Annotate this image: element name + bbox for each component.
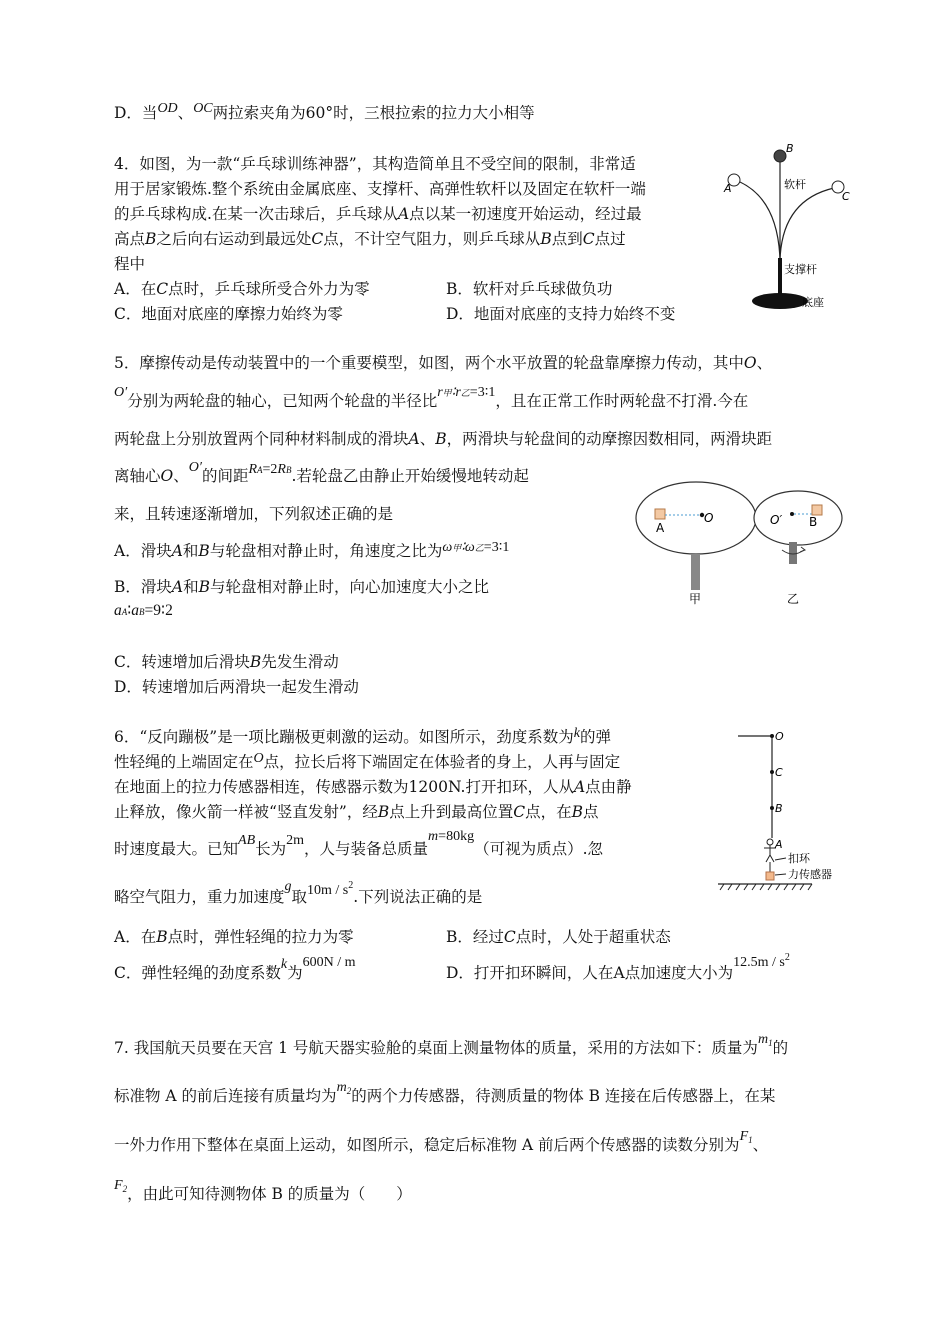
w: ω [442, 540, 453, 555]
text: 分别为两轮盘的轴心，已知两个轮盘的半径比 [127, 392, 438, 410]
buckle-pointer [775, 858, 786, 860]
text: 点 [583, 803, 599, 821]
text: 和 [182, 542, 199, 560]
q6-option-c [114, 955, 356, 986]
var-o: O [253, 751, 264, 766]
text: 点以某一初速度开始运动，经过最 [409, 205, 642, 223]
q4-line-1: 4．如图，为一款“乒乓球训练神器”，其构造简单且不受空间的限制，非常适 [114, 155, 636, 173]
soft-rod-right [780, 188, 834, 260]
text: ，且在正常工作时两轮盘不打滑.今在 [495, 392, 749, 410]
disk-jia [636, 482, 756, 554]
text: 的弹 [579, 728, 611, 746]
math-od: OD [157, 101, 178, 116]
text: 点到 [551, 230, 583, 248]
text: 离轴心 [114, 467, 161, 485]
var-b: B [571, 803, 584, 821]
text: 点上升到最高位置 [389, 803, 514, 821]
a: a [131, 602, 140, 619]
var-m: m [757, 1032, 769, 1047]
text: D．打开扣环瞬间，人在 [446, 964, 614, 982]
value-g: 10m / s [307, 883, 349, 898]
text: 略空气阻力，重力加速度 [114, 888, 285, 906]
omega-ratio [442, 540, 509, 555]
var-o: O [743, 354, 757, 372]
text: D．当 [114, 104, 158, 122]
sup: 2 [348, 880, 354, 891]
sub: 1 [748, 1135, 753, 1145]
axis-o-prime [790, 512, 794, 516]
text: 、 [173, 467, 189, 485]
text: 、 [177, 104, 194, 122]
text: 点加速度大小为 [624, 964, 734, 982]
point-c [770, 770, 774, 774]
label-a: A [656, 521, 665, 535]
var-a: A [397, 205, 410, 223]
text: 5．摩擦传动是传动装置中的一个重要模型，如图，两个水平放置的轮盘靠摩擦力传动，其中 [114, 354, 744, 372]
var-b: B [249, 653, 262, 671]
sub: 甲 [452, 543, 462, 553]
label-sensor: 力传感器 [788, 868, 832, 881]
eq: =2 [262, 462, 278, 477]
colon: ∶ [451, 385, 456, 400]
label-o: O [704, 511, 714, 525]
var-c: C [513, 803, 526, 821]
q4-line-4 [114, 228, 626, 250]
disk-yi [754, 491, 842, 545]
text: 、 [752, 1136, 769, 1154]
var-b: B [145, 230, 157, 248]
shaft-jia [691, 554, 700, 590]
var-f: F [739, 1129, 749, 1144]
q5-line-2 [114, 385, 749, 414]
colon: ∶ [461, 540, 465, 555]
q5-line-4 [114, 460, 529, 489]
text: 先发生滑动 [261, 653, 339, 671]
label-a: A [775, 838, 783, 851]
sub: B [139, 607, 145, 617]
text: 点过 [594, 230, 626, 248]
q4-option-c: C．地面对底座的摩擦力始终为零 [114, 305, 343, 323]
q6-line-1 [114, 726, 611, 750]
q6-option-a [114, 926, 354, 948]
var-g: g [284, 879, 292, 894]
r: R [248, 462, 258, 477]
text: 的 [772, 1039, 789, 1057]
text: 与轮盘相对静止时，角速度之比为 [209, 542, 443, 560]
text: B．经过 [446, 928, 504, 946]
var-b: B [198, 542, 210, 560]
text: C．弹性轻绳的劲度系数 [114, 964, 281, 982]
value-accel: 12.5m / s [733, 955, 785, 970]
var-a: A [171, 578, 184, 596]
q6-line-6 [114, 879, 483, 911]
q5-option-c [114, 651, 339, 673]
q5-option-d: D．转速增加后两滑块一起发生滑动 [114, 678, 359, 696]
var-c: C [503, 928, 516, 946]
text: A．滑块 [114, 542, 172, 560]
text: 止释放，像火箭一样被“竖直发射”，经 [114, 803, 378, 821]
sub: A [257, 465, 263, 475]
var-o: O [160, 467, 174, 485]
shaft-yi [789, 542, 797, 564]
text: （可视为质点）.忽 [474, 840, 604, 858]
text: .下列说法正确的是 [353, 888, 483, 906]
text: 、 [756, 354, 773, 372]
sensor-pointer [775, 874, 786, 875]
text: ，由此可知待测物体 B 的质量为（ ） [127, 1185, 412, 1203]
sub: 乙 [460, 388, 470, 398]
eq: =3∶1 [469, 385, 496, 400]
label-buckle: 扣环 [788, 852, 810, 865]
label-jia: 甲 [689, 592, 702, 606]
a: a [114, 602, 122, 619]
text: 、 [419, 430, 436, 448]
label-base: 底座 [802, 296, 824, 309]
point-o [770, 734, 774, 738]
text: 点，不计空气阻力，则乒乓球从 [323, 230, 541, 248]
text: C．转速增加后滑块 [114, 653, 250, 671]
person-head [767, 839, 773, 845]
text: 的间距 [201, 467, 249, 485]
block-a [655, 509, 665, 519]
text: 点时，乒乓球所受合外力为零 [168, 280, 370, 298]
sub: 2 [346, 1086, 352, 1096]
text: 标准物 A 的前后连接有质量均为 [114, 1087, 337, 1105]
text: 取 [291, 888, 308, 906]
value-mass: =80kg [438, 829, 475, 844]
r: r [455, 385, 461, 400]
var-m: m [428, 829, 439, 844]
text: 与轮盘相对静止时，向心加速度大小之比 [210, 578, 490, 596]
text: 之后向右运动到最远处 [156, 230, 312, 248]
text: ，两滑块与轮盘间的动摩擦因数相同，两滑块距 [446, 430, 773, 448]
var-a: A [573, 778, 586, 796]
q4-option-d: D．地面对底座的支持力始终不变 [446, 305, 676, 323]
sub: 乙 [474, 543, 484, 553]
text: 的乒乓球构成.在某一次击球后，乒乓球从 [114, 205, 398, 223]
r: r [437, 385, 443, 400]
text: 点由静 [585, 778, 632, 796]
arrow-head-icon [800, 547, 805, 552]
text: 性轻绳的上端固定在 [114, 753, 254, 771]
text: 在地面上的拉力传感器相连，传感器示数为1200N.打开扣环，人从 [114, 778, 574, 796]
sub: 甲 [442, 388, 452, 398]
text: B．滑块 [114, 578, 172, 596]
ball-b [774, 150, 786, 162]
sub: 1 [768, 1038, 773, 1048]
var-c: C [311, 230, 324, 248]
label-yi: 乙 [787, 592, 800, 606]
text: .若轮盘乙由静止开始缓慢地转动起 [291, 467, 529, 485]
text: 一外力作用下整体在桌面上运动，如图所示，稳定后标准物 A 前后两个传感器的读数分别为 [114, 1136, 740, 1154]
colon: ∶ [127, 602, 132, 619]
q6-line-5 [114, 829, 604, 862]
text: 7. 我国航天员要在天宫 1 号航天器实验舱的桌面上测量物体的质量，采用的方法如下：质量为 [114, 1039, 758, 1057]
label-c: C [775, 766, 783, 779]
var-b: B [377, 803, 390, 821]
var-b: B [435, 430, 447, 448]
var-f: F [114, 1178, 123, 1193]
q7-line-3 [114, 1129, 769, 1158]
label-o-prime: O′ [770, 513, 783, 527]
label-b: B [809, 515, 818, 529]
math-oc: OC [193, 101, 213, 116]
label-a: A [724, 182, 732, 195]
pingpong-trainer-figure [712, 140, 862, 316]
label-b: B [786, 142, 794, 155]
text: 两轮盘上分别放置两个同种材料制成的滑块 [114, 430, 409, 448]
var-b: B [540, 230, 552, 248]
var-k: k [573, 726, 580, 741]
q4-line-2: 用于居家锻炼.整个系统由金属底座、支撑杆、高弹性软杆以及固定在软杆一端 [114, 180, 646, 198]
q5-line-3 [114, 428, 772, 450]
point-b [770, 806, 774, 810]
text: 6．“反向蹦极”是一项比蹦极更刺激的运动。如图所示，劲度系数为 [114, 728, 574, 746]
q7-line-2 [114, 1080, 776, 1109]
eq: =3∶1 [483, 540, 510, 555]
text: 和 [183, 578, 199, 596]
var-a: A [408, 430, 420, 448]
value-length: 2m [286, 833, 305, 848]
label-support-pole: 支撑杆 [784, 263, 817, 276]
var-a: A [613, 964, 625, 982]
q6-line-4 [114, 801, 599, 823]
label-soft-rod: 软杆 [784, 178, 806, 191]
eq: =9∶2 [144, 602, 173, 619]
text: 为 [287, 964, 303, 982]
sub: A [121, 607, 128, 617]
label-b: B [775, 802, 783, 815]
var-c: C [582, 230, 595, 248]
ratio-r [437, 385, 495, 400]
text: 时速度最大。已知 [114, 840, 239, 858]
force-sensor [766, 872, 774, 880]
text: 的两个力传感器，待测质量的物体 B 连接在后传感器上，在某 [351, 1087, 776, 1105]
value-k: 600N / m [302, 955, 356, 970]
text: 点，拉长后将下端固定在体验者的身上，人再与固定 [263, 753, 621, 771]
block-b [812, 505, 822, 515]
var-a: A [171, 542, 183, 560]
q5-option-b [114, 576, 489, 598]
q5-option-b-ratio [114, 600, 173, 623]
var-m: m [336, 1080, 347, 1095]
q7-line-4 [114, 1178, 412, 1207]
base [752, 293, 808, 309]
sub: B [285, 465, 292, 475]
var-ab: AB [238, 833, 256, 848]
text: 长为 [255, 840, 287, 858]
q5-line-5: 来，且转速逐渐增加，下列叙述正确的是 [114, 505, 394, 523]
text: 高点 [114, 230, 146, 248]
q4-line-5: 程中 [114, 255, 146, 273]
label-o: O [775, 730, 784, 743]
label-c: C [842, 190, 850, 203]
q4-line-3 [114, 203, 642, 225]
q7-line-1 [114, 1032, 789, 1061]
var-o-prime: O′ [114, 385, 128, 400]
var-k: k [280, 957, 288, 972]
text: A．在 [114, 280, 157, 298]
q4-option-a [114, 278, 370, 300]
sup: 2 [784, 952, 790, 963]
friction-drive-figure [634, 478, 844, 608]
q6-option-d [446, 952, 790, 987]
sub: 2 [122, 1184, 128, 1194]
q6-line-3 [114, 776, 632, 798]
soft-rod-left [740, 182, 780, 260]
var-o-prime: O′ [188, 460, 202, 475]
q5-option-a [114, 540, 509, 564]
eq-ra-2rb [248, 462, 291, 477]
ground-hatch [720, 884, 812, 890]
text: A．在 [114, 928, 157, 946]
q4-option-b: B．软杆对乒乓球做负功 [446, 280, 613, 298]
reverse-bungee-figure [712, 728, 852, 898]
w: ω [464, 540, 475, 555]
q6-line-2 [114, 751, 620, 775]
r: R [277, 462, 286, 477]
q5-line-1 [114, 352, 772, 374]
var-b: B [198, 578, 210, 596]
var-c: C [156, 280, 169, 298]
text: 两拉索夹角为60°时，三根拉索的拉力大小相等 [212, 104, 535, 122]
q3-option-d [114, 102, 535, 126]
text: 点时，人处于超重状态 [515, 928, 671, 946]
text: 点时，弹性轻绳的拉力为零 [167, 928, 354, 946]
q6-option-b [446, 926, 671, 948]
text: ，人与装备总质量 [304, 840, 429, 858]
text: 点，在 [525, 803, 572, 821]
var-b: B [156, 928, 168, 946]
